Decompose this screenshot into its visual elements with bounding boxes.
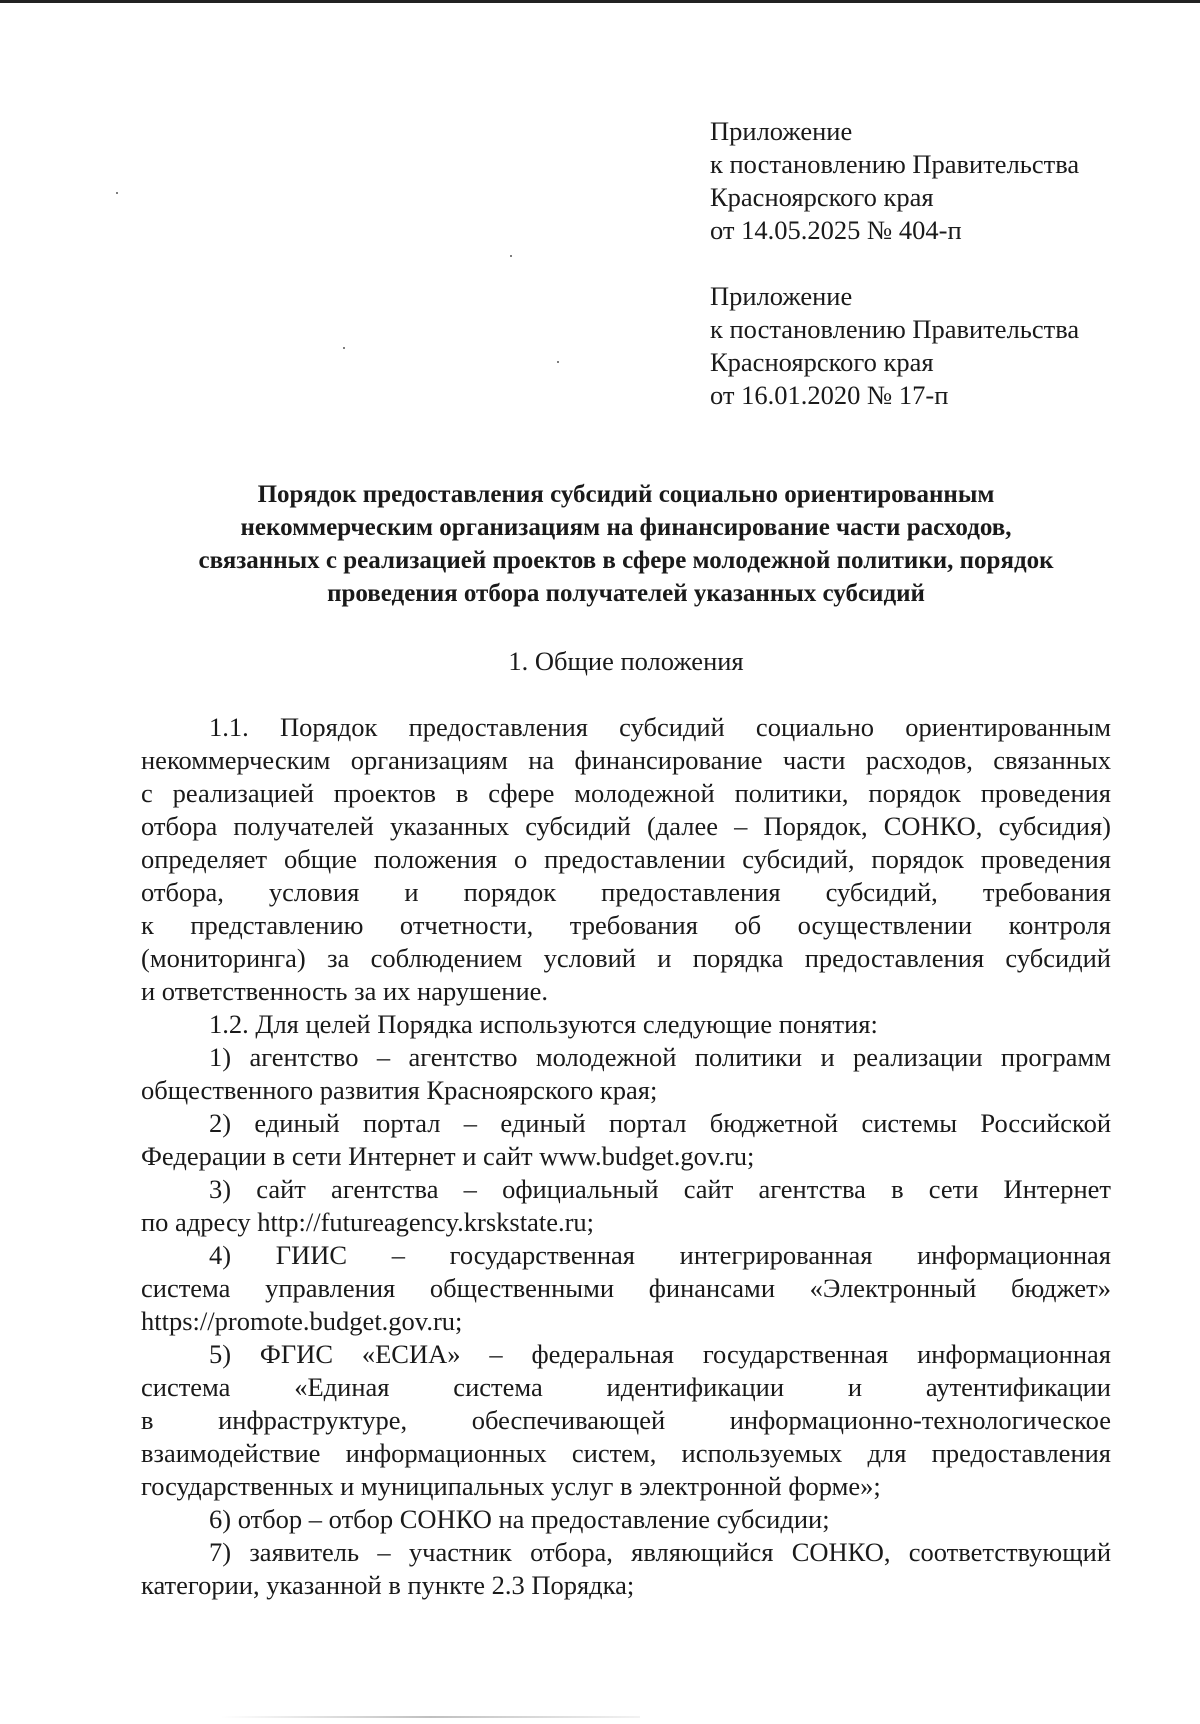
text-line: 2) единый портал – единый портал бюджетной системы Российской (209, 1108, 1111, 1138)
text-line: по адресу http://futureagency.krskstate.ru; (141, 1207, 595, 1237)
paragraph-1-2 (141, 1008, 1111, 1041)
section-heading: 1. Общие положения (508, 646, 744, 676)
text-line: с реализацией проектов в сфере молодежной политики, порядок проведения (141, 778, 1111, 808)
scan-speck (557, 361, 559, 363)
text-line: (мониторинга) за соблюдением условий и порядка предоставления субсидий (141, 943, 1111, 973)
definition-item-2 (141, 1107, 1111, 1173)
scan-speck (116, 192, 118, 194)
appendix-current-date-number: от 14.05.2025 № 404-п (710, 215, 962, 245)
appendix-current-line: к постановлению Правительства (710, 149, 1080, 179)
text-line: в инфраструктуре, обеспечивающей информационно-технологическое (141, 1405, 1111, 1435)
definition-item-5 (141, 1338, 1111, 1503)
definition-item-6 (141, 1503, 1111, 1536)
text-line: отбора, условия и порядок предоставления субсидий, требования (141, 877, 1111, 907)
text-line: 7) заявитель – участник отбора, являющийся СОНКО, соответствующий (209, 1537, 1111, 1567)
definition-item-3 (141, 1173, 1111, 1239)
appendix-current-line: Приложение (710, 116, 853, 146)
text-line: 1) агентство – агентство молодежной политики и реализации программ (209, 1042, 1111, 1072)
appendix-original-line: к постановлению Правительства (710, 314, 1080, 344)
paragraph-1-1 (141, 711, 1111, 1008)
appendix-current-line: Красноярского края (710, 182, 934, 212)
appendix-original-line: Красноярского края (710, 347, 934, 377)
text-line: система управления общественными финансами «Электронный бюджет» (141, 1273, 1111, 1303)
text-line: общественного развития Красноярского края; (141, 1075, 658, 1105)
text-line: система «Единая система идентификации и аутентификации (141, 1372, 1111, 1402)
text-line: категории, указанной в пункте 2.3 Порядка; (141, 1570, 635, 1600)
definition-item-1 (141, 1041, 1111, 1107)
text-line: 3) сайт агентства – официальный сайт агентства в сети Интернет (209, 1174, 1111, 1204)
scan-speck (510, 255, 512, 257)
appendix-original-block (710, 280, 1079, 412)
appendix-current-block (710, 115, 1079, 247)
text-line: 5) ФГИС «ЕСИА» – федеральная государственная информационная (209, 1339, 1111, 1369)
scan-speck (343, 347, 345, 349)
text-line: государственных и муниципальных услуг в электронной форме»; (141, 1471, 881, 1501)
appendix-original-line: Приложение (710, 281, 853, 311)
text-line: определяет общие положения о предоставлении субсидий, порядок проведения (141, 844, 1111, 874)
text-line: и ответственность за их нарушение. (141, 976, 549, 1006)
text-line: https://promote.budget.gov.ru; (141, 1306, 463, 1336)
text-line: Федерации в сети Интернет и сайт www.budget.gov.ru; (141, 1141, 755, 1171)
document-title (140, 478, 1112, 610)
text-line: 4) ГИИС – государственная интегрированная информационная (209, 1240, 1111, 1270)
document-title-line: связанных с реализацией проектов в сфере молодежной политики, порядок (198, 547, 1054, 574)
text-line: некоммерческим организациям на финансирование части расходов, связанных (141, 745, 1111, 775)
document-title-line: некоммерческим организациям на финансирование части расходов, (240, 514, 1012, 541)
body-text (141, 711, 1111, 1602)
text-line: 1.2. Для целей Порядка используются следующие понятия: (209, 1009, 878, 1039)
scan-bottom-smudge (220, 1716, 640, 1718)
text-line: отбора получателей указанных субсидий (далее – Порядок, СОНКО, субсидия) (141, 811, 1111, 841)
text-line: 1.1. Порядок предоставления субсидий социально ориентированным (209, 712, 1111, 742)
definition-item-7 (141, 1536, 1111, 1602)
text-line: взаимодействие информационных систем, используемых для предоставления (141, 1438, 1111, 1468)
appendix-original-date-number: от 16.01.2020 № 17-п (710, 380, 949, 410)
scan-top-edge (0, 0, 1200, 3)
text-line: 6) отбор – отбор СОНКО на предоставление субсидии; (209, 1504, 830, 1534)
document-title-line: проведения отбора получателей указанных субсидий (327, 580, 925, 607)
definition-item-4 (141, 1239, 1111, 1338)
text-line: к представлению отчетности, требования об осуществлении контроля (141, 910, 1111, 940)
document-title-line: Порядок предоставления субсидий социально ориентированным (257, 481, 995, 508)
